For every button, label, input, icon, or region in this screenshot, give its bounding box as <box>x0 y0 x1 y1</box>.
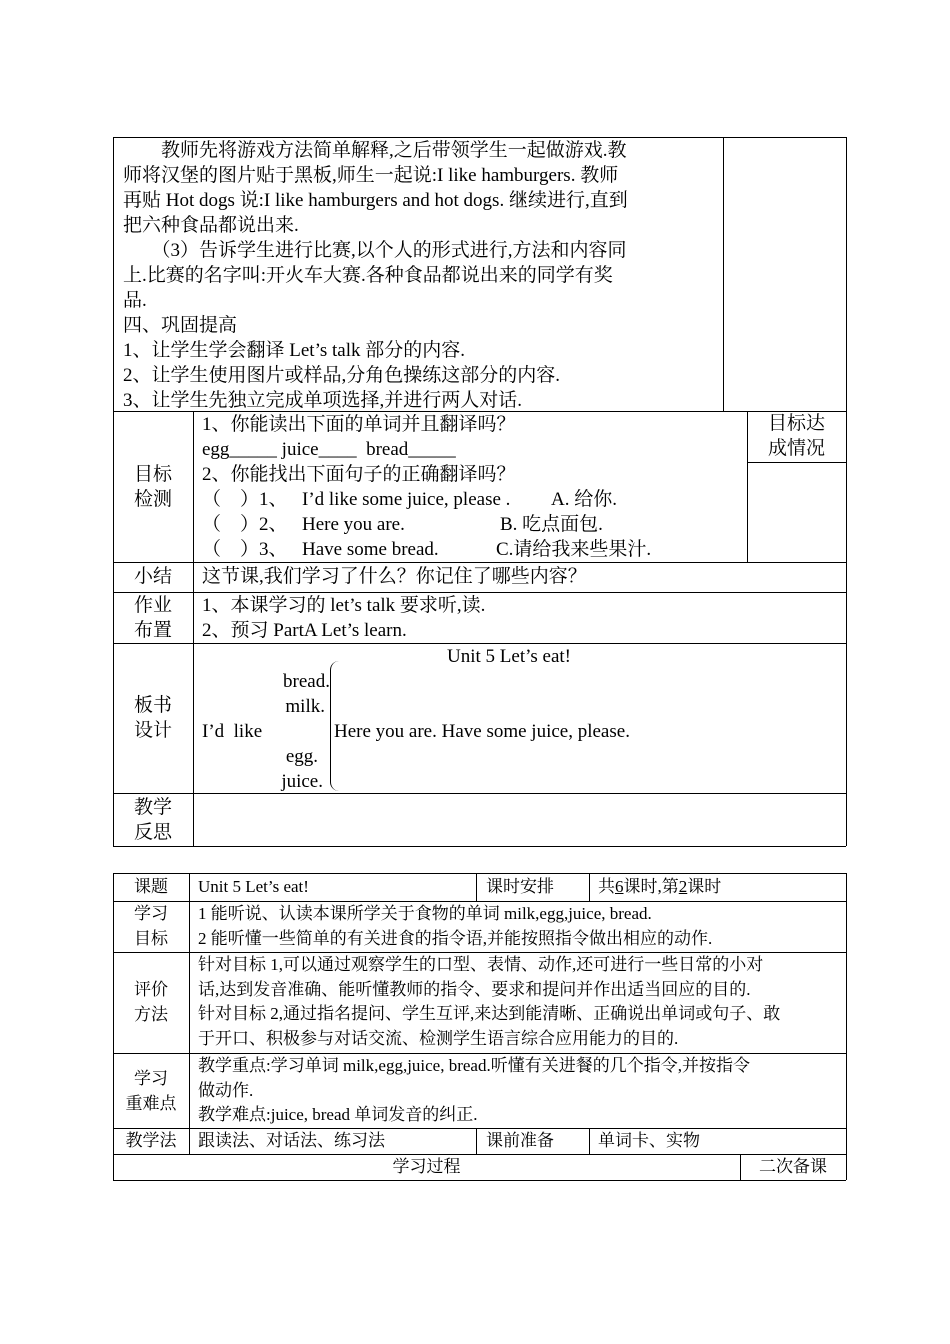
process-label: 学习过程 <box>392 1157 461 1176</box>
text-line: 1、让学生学会翻译 Let’s talk 部分的内容. <box>123 340 465 361</box>
text-line: 2、让学生使用图片或样品,分角色操练这部分的内容. <box>123 365 561 386</box>
board-food-word: juice. <box>281 771 323 792</box>
question-1: 1、你能读出下面的单词并且翻译吗？ <box>202 414 516 435</box>
choice-row: （ ）2、 Here you are. B. 吃点面包. <box>202 514 603 535</box>
board-food-word: bread. <box>283 671 330 692</box>
goals-content: 1 能听说、认读本课所学关于食物的单词 milk,egg,juice, bread. 2 能听懂一些简单的有关进食的指令语,并能按照指令做出相应的动作. <box>198 904 713 948</box>
question-2: 2、你能找出下面句子的正确翻译吗？ <box>202 464 516 485</box>
text-line: 教师先将游戏方法简单解释,之后带领学生一起做游戏.教 <box>123 140 627 161</box>
text-line: 品. <box>123 290 147 311</box>
target-check-label: 目标 检测 <box>133 464 172 510</box>
goals-label: 学习 目标 <box>134 904 168 948</box>
board-food-word: milk. <box>285 696 325 717</box>
method-value: 跟读法、对话法、练习法 <box>198 1131 385 1150</box>
reflection-label: 教学 反思 <box>133 797 172 843</box>
homework-content: 1、本课学习的 let’s talk 要求听,读. 2、预习 PartA Let’s learn. <box>202 595 486 641</box>
summary-text: 这节课,我们学习了什么？你记住了哪些内容？ <box>202 566 587 587</box>
summary-label: 小结 <box>133 566 172 587</box>
choice-row: （ ）1、 I’d like some juice, please . A. 给你. <box>202 489 617 510</box>
topic-value: Unit 5 Let’s eat! <box>198 877 309 896</box>
homework-label: 作业 布置 <box>133 595 172 641</box>
text-line: （3）告诉学生进行比赛,以个人的形式进行,方法和内容同 <box>123 240 627 261</box>
prep-value: 单词卡、实物 <box>598 1131 700 1150</box>
evaluation-label: 评价 方法 <box>134 980 168 1024</box>
key-points-content: 教学重点:学习单词 milk,egg,juice, bread.听懂有关进餐的几个指令,并按指令 做动作. 教学难点:juice, bread 单词发音的纠正. <box>198 1056 750 1124</box>
board-food-word: egg. <box>285 746 318 767</box>
prep-label: 课前准备 <box>486 1131 554 1150</box>
word-blanks: egg_____ juice____ bread_____ <box>202 439 456 460</box>
choice-row: （ ）3、 Have some bread. C.请给我来些果汁. <box>202 539 652 560</box>
target-check-content <box>202 412 652 562</box>
activity-description <box>123 138 628 413</box>
second-prep-label: 二次备课 <box>759 1157 827 1176</box>
text-line: 把六种食品都说出来. <box>123 215 299 236</box>
schedule-value: 共6课时,第2课时 <box>598 877 722 896</box>
board-prefix: I’d like <box>202 721 263 742</box>
text-line: 四、巩固提高 <box>123 315 238 336</box>
board-title: Unit 5 Let’s eat! <box>447 646 571 667</box>
method-label: 教学法 <box>125 1131 177 1150</box>
text-line: 再贴 Hot dogs 说:I like hamburgers and hot dogs. 继续进行,直到 <box>123 190 628 211</box>
evaluation-content: 针对目标 1,可以通过观察学生的口型、表情、动作,还可进行一些日常的小对 话,达到发音准确、能听懂教师的指令、要求和提问并作出适当回应的目的. 针对目标 2,通过指名提问、学生互评,来达到能清晰、正确说出单词或句子、敢 于开口、积极参与对话交流、检测学生语言综合应用能力的目的. <box>198 955 781 1048</box>
text-line: 师将汉堡的图片贴于黑板,师生一起说:I like hamburgers. 教师 <box>123 165 619 186</box>
board-phrase: Here you are. Have some juice, please. <box>334 721 630 742</box>
key-points-label: 学习 重难点 <box>125 1069 177 1113</box>
schedule-label: 课时安排 <box>486 877 554 896</box>
board-design-label: 板书 设计 <box>133 695 172 741</box>
topic-label: 课题 <box>134 877 168 896</box>
achievement-label: 目标达 成情况 <box>767 413 825 459</box>
text-line: 上.比赛的名字叫:开火车大赛.各种食品都说出来的同学有奖 <box>123 265 613 286</box>
text-line: 3、让学生先独立完成单项选择,并进行两人对话. <box>123 390 523 411</box>
